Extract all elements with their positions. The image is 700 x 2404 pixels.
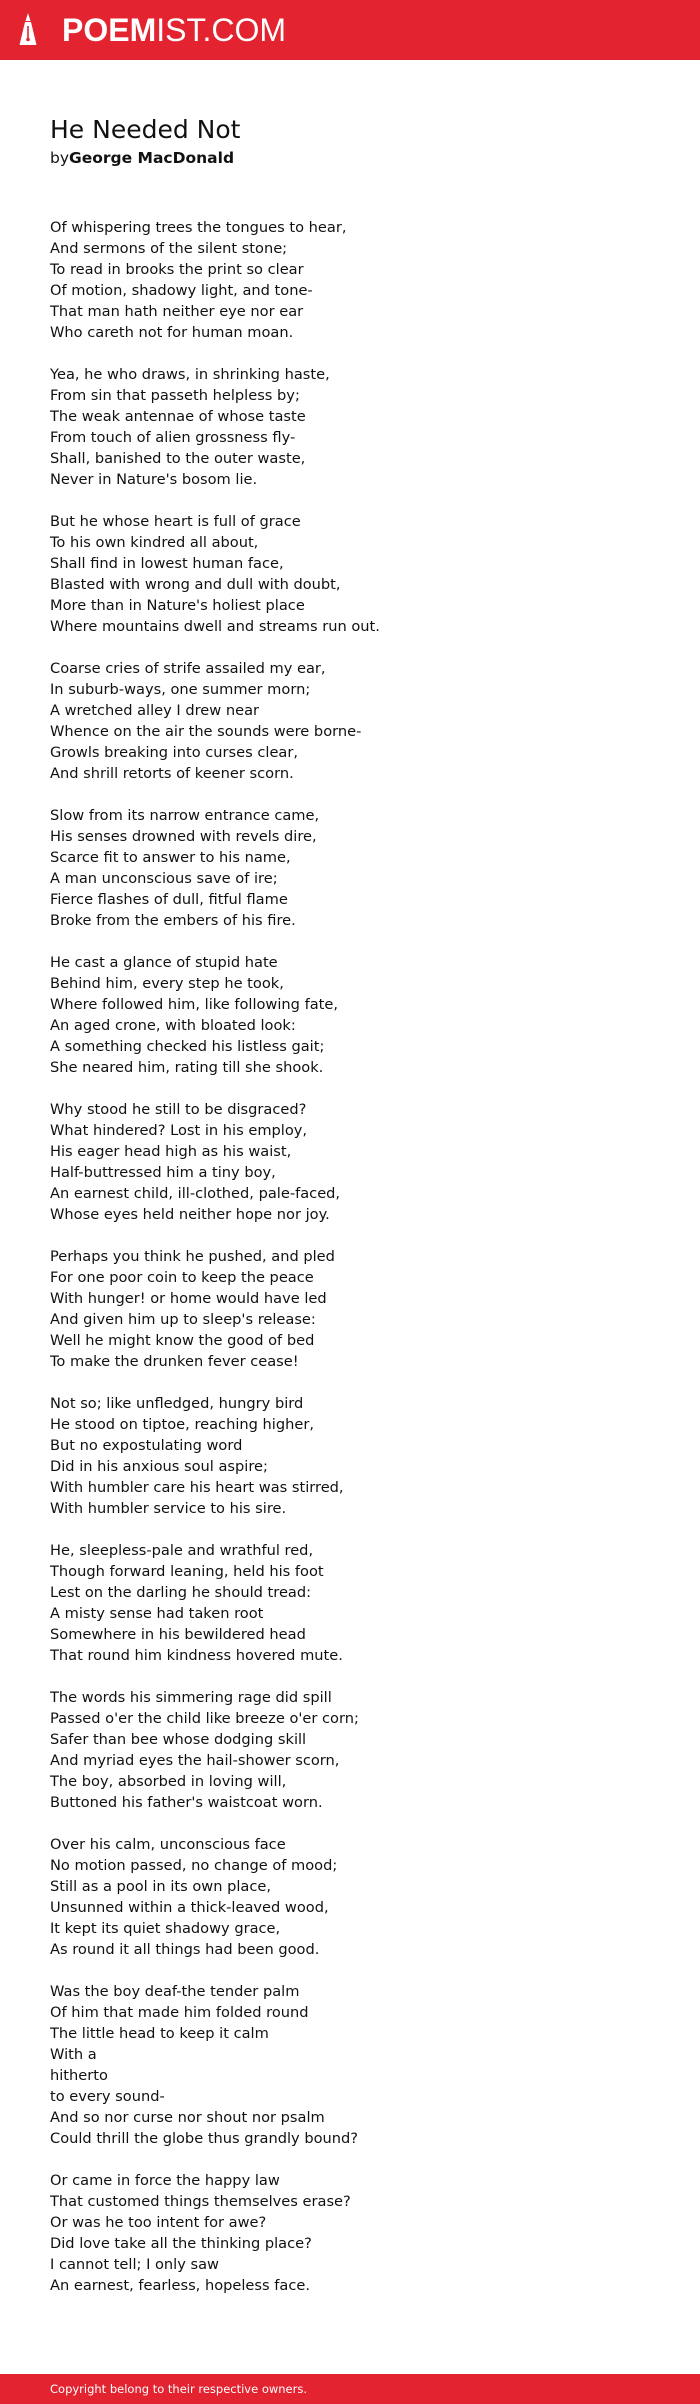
poem-line: A wretched alley I drew near (50, 702, 260, 719)
poem-line: Could thrill the globe thus grandly bound? (50, 2130, 359, 2147)
poem-line: I cannot tell; I only saw (50, 2256, 219, 2273)
poem-line: Over his calm, unconscious face (50, 1836, 286, 1853)
poem-line: An aged crone, with bloated look: (50, 1017, 296, 1034)
poem-line: His senses drowned with revels dire, (50, 828, 317, 845)
poem-line: But he whose heart is full of grace (50, 513, 301, 530)
poem-line: Shall, banished to the outer waste, (50, 450, 306, 467)
poem-line: Not so; like unfledged, hungry bird (50, 1395, 304, 1412)
poem-line: Lest on the darling he should tread: (50, 1584, 312, 1601)
poem-line: It kept its quiet shadowy grace, (50, 1920, 281, 1937)
author-link[interactable]: George MacDonald (69, 149, 235, 167)
poem-line: Why stood he still to be disgraced? (50, 1101, 307, 1118)
poem-line: hitherto (50, 2067, 108, 2084)
by-label: by (50, 149, 70, 167)
poem-line: Safer than bee whose dodging skill (50, 1731, 307, 1748)
poem-line: Whence on the air the sounds were borne- (50, 723, 362, 740)
poem-line: Still as a pool in its own place, (50, 1878, 271, 1895)
poem-byline (50, 147, 234, 169)
poem-line: Broke from the embers of his fire. (50, 912, 296, 929)
poem-line: To make the drunken fever cease! (50, 1353, 299, 1370)
poem-line: Blasted with wrong and dull with doubt, (50, 576, 341, 593)
stanza (50, 217, 670, 343)
poem-body (50, 217, 670, 2317)
poem-line: Though forward leaning, held his foot (50, 1563, 324, 1580)
poem-line: But no expostulating word (50, 1437, 243, 1454)
poem-line: Of motion, shadowy light, and tone- (50, 282, 313, 299)
poem-line: To his own kindred all about, (50, 534, 259, 551)
stanza (50, 364, 670, 490)
poem-line: Slow from its narrow entrance came, (50, 807, 320, 824)
poem-line: Somewhere in his bewildered head (50, 1626, 306, 1643)
poem-line: A something checked his listless gait; (50, 1038, 325, 1055)
poem-line: From touch of alien grossness fly- (50, 429, 296, 446)
poem-line: He stood on tiptoe, reaching higher, (50, 1416, 314, 1433)
poem-line: Did in his anxious soul aspire; (50, 1458, 268, 1475)
poem-line: To read in brooks the print so clear (50, 261, 304, 278)
poem-line: No motion passed, no change of mood; (50, 1857, 338, 1874)
poem-line: Passed o'er the child like breeze o'er corn; (50, 1710, 359, 1727)
poem-line: That round him kindness hovered mute. (50, 1647, 343, 1664)
poem-line: Or was he too intent for awe? (50, 2214, 267, 2231)
site-header (0, 0, 700, 60)
poem-line: More than in Nature's holiest place (50, 597, 305, 614)
poem-line: And so nor curse nor shout nor psalm (50, 2109, 325, 2126)
stanza (50, 1393, 670, 1519)
poem-line: Fierce flashes of dull, fitful flame (50, 891, 288, 908)
poem-title: He Needed Not (50, 115, 241, 144)
poem-line: The weak antennae of whose taste (50, 408, 306, 425)
poem-line: A misty sense had taken root (50, 1605, 264, 1622)
poem-line: She neared him, rating till she shook. (50, 1059, 324, 1076)
poem-line: Scarce fit to answer to his name, (50, 849, 291, 866)
poem-line: Half-buttressed him a tiny boy, (50, 1164, 276, 1181)
poem-line: Did love take all the thinking place? (50, 2235, 312, 2252)
stanza (50, 1246, 670, 1372)
poem-line: From sin that passeth helpless by; (50, 387, 300, 404)
stanza (50, 511, 670, 637)
stanza (50, 1687, 670, 1813)
poem-line: Never in Nature's bosom lie. (50, 471, 258, 488)
brand-bold: POEM (62, 12, 157, 48)
poem-line: Unsunned within a thick-leaved wood, (50, 1899, 329, 1916)
stanza (50, 1834, 670, 1960)
poem-line: As round it all things had been good. (50, 1941, 320, 1958)
poem-line: An earnest child, ill-clothed, pale-faced, (50, 1185, 341, 1202)
poem-line: Behind him, every step he took, (50, 975, 284, 992)
poem-line: And sermons of the silent stone; (50, 240, 288, 257)
stanza (50, 1981, 670, 2149)
poem-line: The little head to keep it calm (50, 2025, 269, 2042)
poem-line: That man hath neither eye nor ear (50, 303, 304, 320)
stanza (50, 805, 670, 931)
poem-line: And shrill retorts of keener scorn. (50, 765, 294, 782)
copyright-notice: Copyright belong to their respective owners. (50, 2382, 308, 2396)
stanza (50, 1099, 670, 1225)
brand-light: IST.COM (156, 12, 287, 48)
poem-line: to every sound- (50, 2088, 165, 2105)
poem-line: With humbler service to his sire. (50, 1500, 287, 1517)
poem-line: Perhaps you think he pushed, and pled (50, 1248, 335, 1265)
poem-line: For one poor coin to keep the peace (50, 1269, 314, 1286)
poem-line: Well he might know the good of bed (50, 1332, 315, 1349)
poem-line: Coarse cries of strife assailed my ear, (50, 660, 326, 677)
poem-line: With hunger! or home would have led (50, 1290, 327, 1307)
poem-line: He, sleepless-pale and wrathful red, (50, 1542, 314, 1559)
poem-line: With a (50, 2046, 97, 2063)
poem-line: The boy, absorbed in loving will, (50, 1773, 287, 1790)
stanza (50, 2170, 670, 2296)
poem-line: Yea, he who draws, in shrinking haste, (50, 366, 330, 383)
poem-line: With humbler care his heart was stirred, (50, 1479, 344, 1496)
poem-line: In suburb-ways, one summer morn; (50, 681, 311, 698)
poem-line: Buttoned his father's waistcoat worn. (50, 1794, 323, 1811)
site-footer (0, 2374, 700, 2404)
poem-line: An earnest, fearless, hopeless face. (50, 2277, 310, 2294)
poem-line: Was the boy deaf-the tender palm (50, 1983, 300, 2000)
poem-line: Of whispering trees the tongues to hear, (50, 219, 347, 236)
poem-line: Where mountains dwell and streams run out. (50, 618, 380, 635)
poem-line: Who careth not for human moan. (50, 324, 294, 341)
site-logo-text[interactable] (62, 12, 286, 48)
poem-line: Or came in force the happy law (50, 2172, 280, 2189)
poem-line: The words his simmering rage did spill (50, 1689, 332, 1706)
pen-nib-icon[interactable] (17, 12, 39, 48)
poem-line: His eager head high as his waist, (50, 1143, 292, 1160)
poem-line: What hindered? Lost in his employ, (50, 1122, 308, 1139)
poem-line: Growls breaking into curses clear, (50, 744, 299, 761)
poem-line: That customed things themselves erase? (50, 2193, 351, 2210)
poem-line: And given him up to sleep's release: (50, 1311, 316, 1328)
poem-line: A man unconscious save of ire; (50, 870, 278, 887)
poem-line: Of him that made him folded round (50, 2004, 309, 2021)
poem-line: And myriad eyes the hail-shower scorn, (50, 1752, 340, 1769)
stanza (50, 1540, 670, 1666)
poem-line: He cast a glance of stupid hate (50, 954, 278, 971)
stanza (50, 952, 670, 1078)
poem-line: Shall find in lowest human face, (50, 555, 284, 572)
poem-line: Whose eyes held neither hope nor joy. (50, 1206, 330, 1223)
poem-line: Where followed him, like following fate, (50, 996, 338, 1013)
stanza (50, 658, 670, 784)
